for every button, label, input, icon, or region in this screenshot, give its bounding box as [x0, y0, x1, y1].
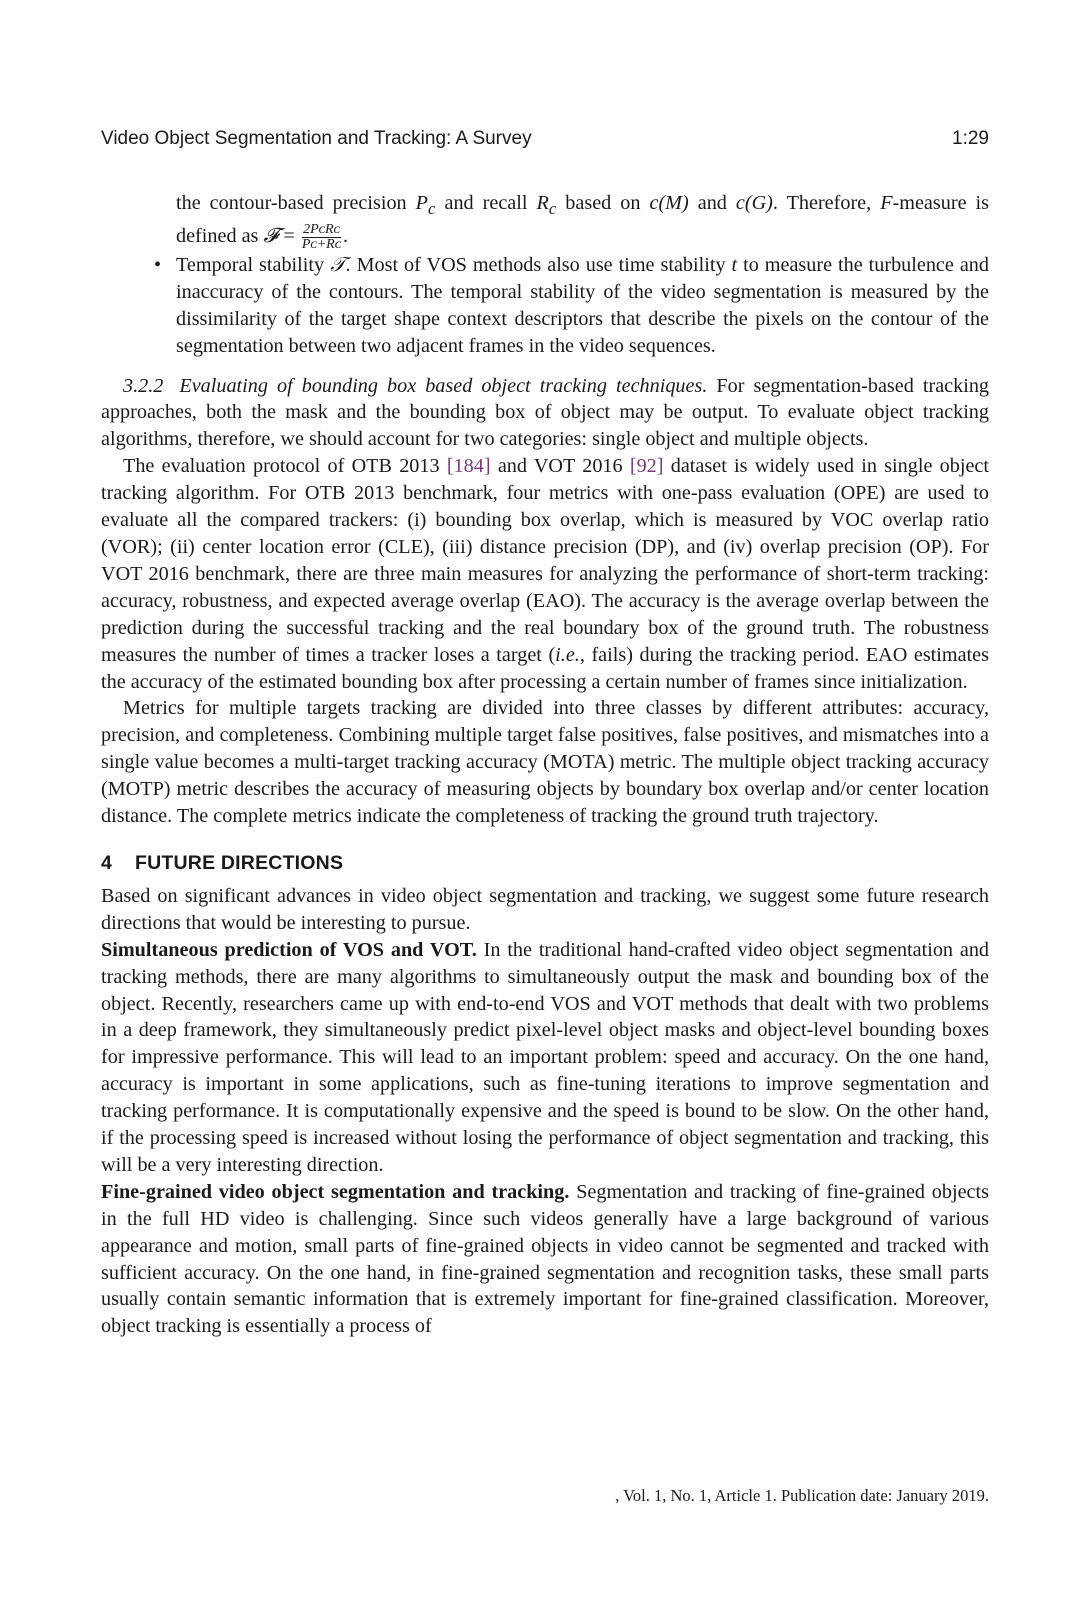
math-F: F [880, 192, 893, 214]
text-run: to measure the turbulence and inaccuracy of the contours. The temporal stability of the video segmentation is measured by the dissimilarity of the target shape context descriptors that describe the pixels on the contour of the segmentation between two adjacent frames in the video sequences. [176, 253, 989, 357]
direction-text: Segmentation and tracking of fine-grained objects in the full HD video is challenging. Since such videos generally have a large background of various appearance and motion, small parts of fine-grained objects in video cannot be segmented and tracked with sufficient accuracy. On the one hand, in fine-grained segmentation and recognition tasks, these small parts usually contain semantic information that is extremely important for fine-grained classification. Moreover, object tracking is essentially a process of [101, 1180, 989, 1338]
body-text [101, 190, 989, 1340]
direction-heading: Simultaneous prediction of VOS and VOT. [101, 938, 477, 961]
citation-link-92[interactable]: [92] [629, 455, 664, 478]
running-header [101, 128, 989, 154]
subsection-3-2-2 [101, 373, 989, 454]
page-number: 1:29 [952, 128, 989, 149]
math-cG: c(G) [735, 192, 773, 214]
text-run: dataset is widely used in single object tracking algorithm. For OTB 2013 benchmark, four metrics with one-pass evaluation (OPE) are used to evaluate all the compared trackers: (i) bounding box overlap, which is measured by VOC overlap ratio (VOR); (ii) center location error (CLE), (iii) distance precision (DP), and (iv) overlap precision (OP). For VOT 2016 benchmark, there are three main measures for analyzing the performance of short-term tracking: accuracy, robustness, and expected average overlap (EAO). The accuracy is the average overlap between the prediction during the successful tracking and the real boundary box of the ground truth. The robustness measures the number of times a tracker loses a target ( [101, 455, 989, 666]
direction-fine-grained [101, 1179, 989, 1340]
paragraph-text: For segmentation-based tracking approaches, both the mask and the bounding box of object may be output. To evaluate object tracking algorithms, therefore, we should account for two categories: single object and multiple objects. [101, 374, 990, 451]
text-run: , fails) during the tracking period. EAO estimates the accuracy of the estimated bounding box after processing a certain number of frames since initialization. [101, 643, 989, 693]
direction-simultaneous-prediction [101, 937, 989, 1179]
section4-intro: Based on significant advances in video object segmentation and tracking, we suggest some future research directions that would be interesting to pursue. [101, 884, 989, 934]
subsection-title: Evaluating of bounding box based object tracking techniques. [179, 374, 708, 397]
fmeasure-fraction [302, 223, 341, 252]
citation-link-184[interactable]: [184] [446, 455, 491, 478]
direction-heading: Fine-grained video object segmentation and tracking. [101, 1180, 570, 1203]
paragraph-otb-vot [101, 453, 989, 695]
math-F-script: 𝓕 [263, 225, 279, 248]
text-run: . Therefore, [772, 192, 881, 214]
text-run: and [688, 192, 736, 214]
text-run: and VOT 2016 [490, 455, 630, 478]
text-run: based on [556, 192, 650, 214]
math-Rc: $R_c$ [536, 192, 557, 219]
math-T-script: 𝒯 [330, 253, 346, 276]
math-t: t [731, 253, 738, 276]
text-run: The evaluation protocol of OTB 2013 [123, 455, 447, 478]
section-title: FUTURE DIRECTIONS [135, 851, 344, 874]
period: . [343, 225, 349, 248]
page-footer: , Vol. 1, No. 1, Article 1. Publication date: January 2019. [615, 1486, 989, 1505]
subsection-number: 3.2.2 [123, 374, 164, 397]
text-run: . Most of VOS methods also use time stability [345, 253, 732, 276]
paragraph-multi-target-metrics: Metrics for multiple targets tracking are divided into three classes by different attributes: accuracy, precision, and completeness. Combining multiple target false positives, false positives, and mismatches into a single value becomes a multi-target tracking accuracy (MOTA) metric. The multiple object tracking accuracy (MOTP) metric describes the accuracy of measuring objects by boundary box overlap and/or center location distance. The complete metrics indicate the completeness of tracking the ground truth trajectory. [101, 697, 989, 828]
fmeasure-continuation [101, 190, 989, 252]
equals-sign: = [278, 225, 300, 248]
math-cM: c(M) [649, 192, 689, 214]
bullet-icon: • [154, 253, 162, 276]
direction-text: In the traditional hand-crafted video object segmentation and tracking methods, there are many algorithms to simultaneously output the mask and bounding box of the object. Recently, researchers came up with end-to-end VOS and VOT methods that dealt with two problems in a deep framework, they simultaneously predict pixel-level object masks and object-level bounding boxes for impressive performance. This will lead to an important problem: speed and accuracy. On the one hand, accuracy is important in some applications, such as fine-tuning iterations to improve segmentation and tracking performance. It is computationally expensive and the speed is bound to be slow. On the other hand, if the processing speed is increased without losing the performance of object segmentation and tracking, this will be a very interesting direction. [101, 938, 990, 1176]
bullet-label: Temporal stability [176, 253, 331, 276]
running-title: Video Object Segmentation and Tracking: A Survey [101, 128, 532, 149]
fraction-numerator: 2PᴄRᴄ [303, 221, 340, 237]
section-number: 4 [101, 851, 113, 874]
text-run: -measure is defined as [176, 192, 989, 248]
text-run: the contour-based precision [176, 192, 416, 214]
math-Pc: $P_c$ [415, 192, 436, 219]
bullet-temporal-stability [101, 252, 989, 360]
text-italic: i.e. [555, 643, 580, 666]
section-heading-4 [101, 850, 989, 877]
fraction-denominator: Pᴄ+Rᴄ [301, 236, 342, 252]
text-run: and recall [435, 192, 537, 214]
